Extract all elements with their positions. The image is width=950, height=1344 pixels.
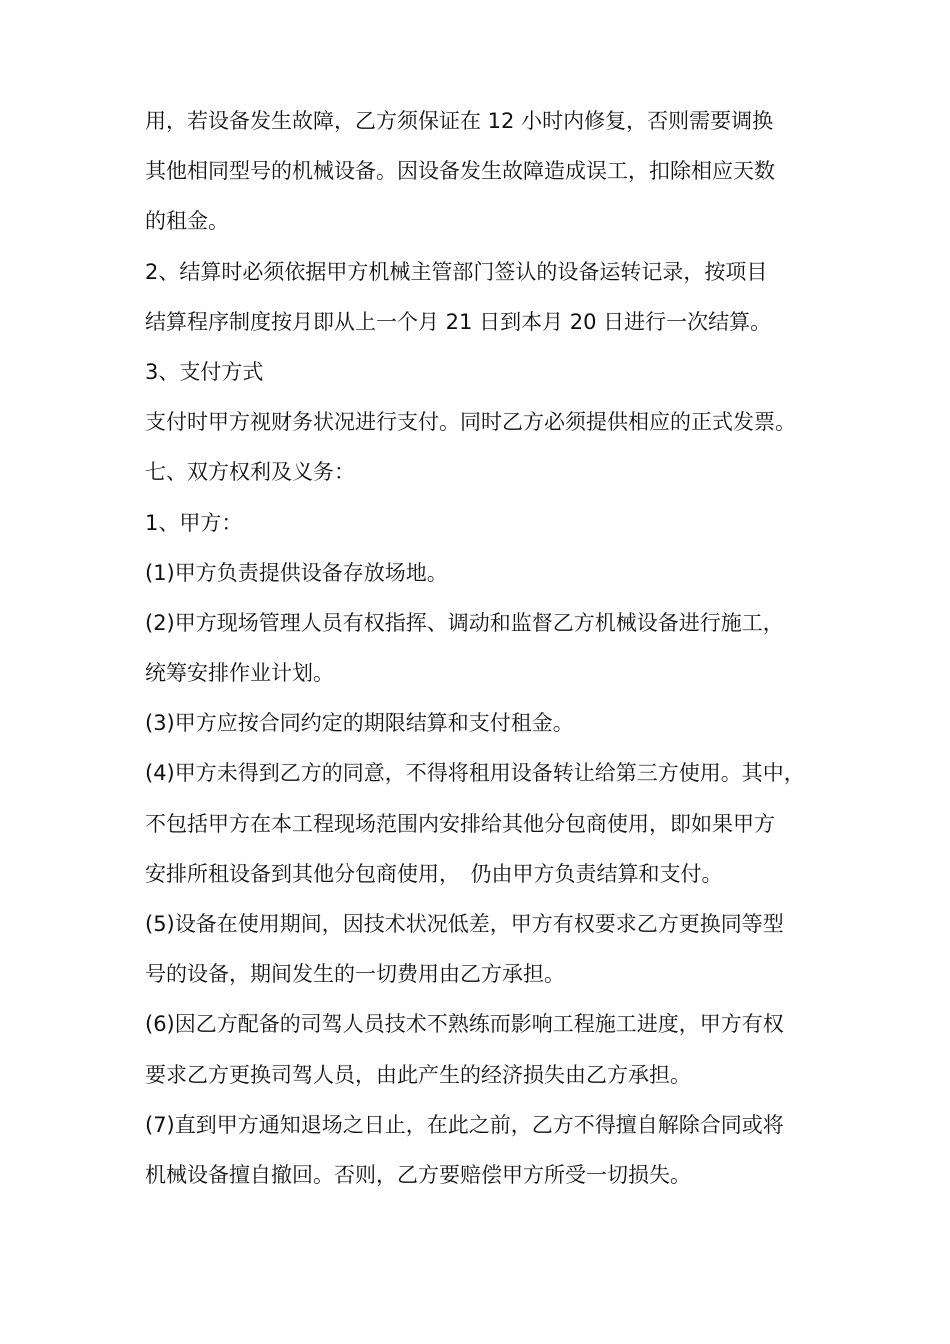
text-line: (7)直到甲方通知退场之日止，在此之前，乙方不得擅自解除合同或将 [145, 1112, 784, 1137]
text-line: (5)设备在使用期间，因技术状况低差，甲方有权要求乙方更换同等型 [145, 912, 784, 936]
text-line: (6)因乙方配备的司驾人员技术不熟练而影响工程施工进度，甲方有权 [145, 1012, 784, 1037]
text-line: 其他相同型号的机械设备。因设备发生故障造成误工，扣除相应天数 [145, 159, 775, 184]
text-line: 机械设备擅自撤回。否则，乙方要赔偿甲方所受一切损失。 [145, 1162, 691, 1187]
text-line: 支付时甲方视财务状况进行支付。同时乙方必须提供相应的正式发票。 [145, 410, 796, 435]
text-line: 要求乙方更换司驾人员，由此产生的经济损失由乙方承担。 [145, 1062, 691, 1087]
text-line: 不包括甲方在本工程现场范围内安排给其他分包商使用，即如果甲方 [145, 811, 775, 836]
text-line: 号的设备，期间发生的一切费用由乙方承担。 [145, 962, 565, 987]
text-line: 结算程序制度按月即从上一个月 21 日到本月 20 日进行一次结算。 [145, 309, 772, 334]
section-heading: 1、甲方： [145, 510, 243, 535]
text-line: (4)甲方未得到乙方的同意，不得将租用设备转让给第三方使用。其中， [145, 761, 805, 786]
text-line: (3)甲方应按合同约定的期限结算和支付租金。 [145, 711, 574, 736]
text-line: 2、结算时必须依据甲方机械主管部门签认的设备运转记录，按项目 [145, 259, 768, 284]
text-line: 用，若设备发生故障，乙方须保证在 12 小时内修复，否则需要调换 [145, 109, 774, 133]
text-line: (1)甲方负责提供设备存放场地。 [145, 560, 448, 585]
text-line: 统筹安排作业计划。 [145, 661, 334, 686]
document-body [145, 96, 835, 1200]
section-heading: 3、支付方式 [145, 359, 264, 384]
text-line: 的租金。 [145, 209, 229, 234]
section-heading: 七、双方权利及义务： [145, 460, 355, 485]
text-line: (2)甲方现场管理人员有权指挥、调动和监督乙方机械设备进行施工， [145, 610, 784, 635]
text-line: 安排所租设备到其他分包商使用， 仍由甲方负责结算和支付。 [145, 861, 723, 886]
